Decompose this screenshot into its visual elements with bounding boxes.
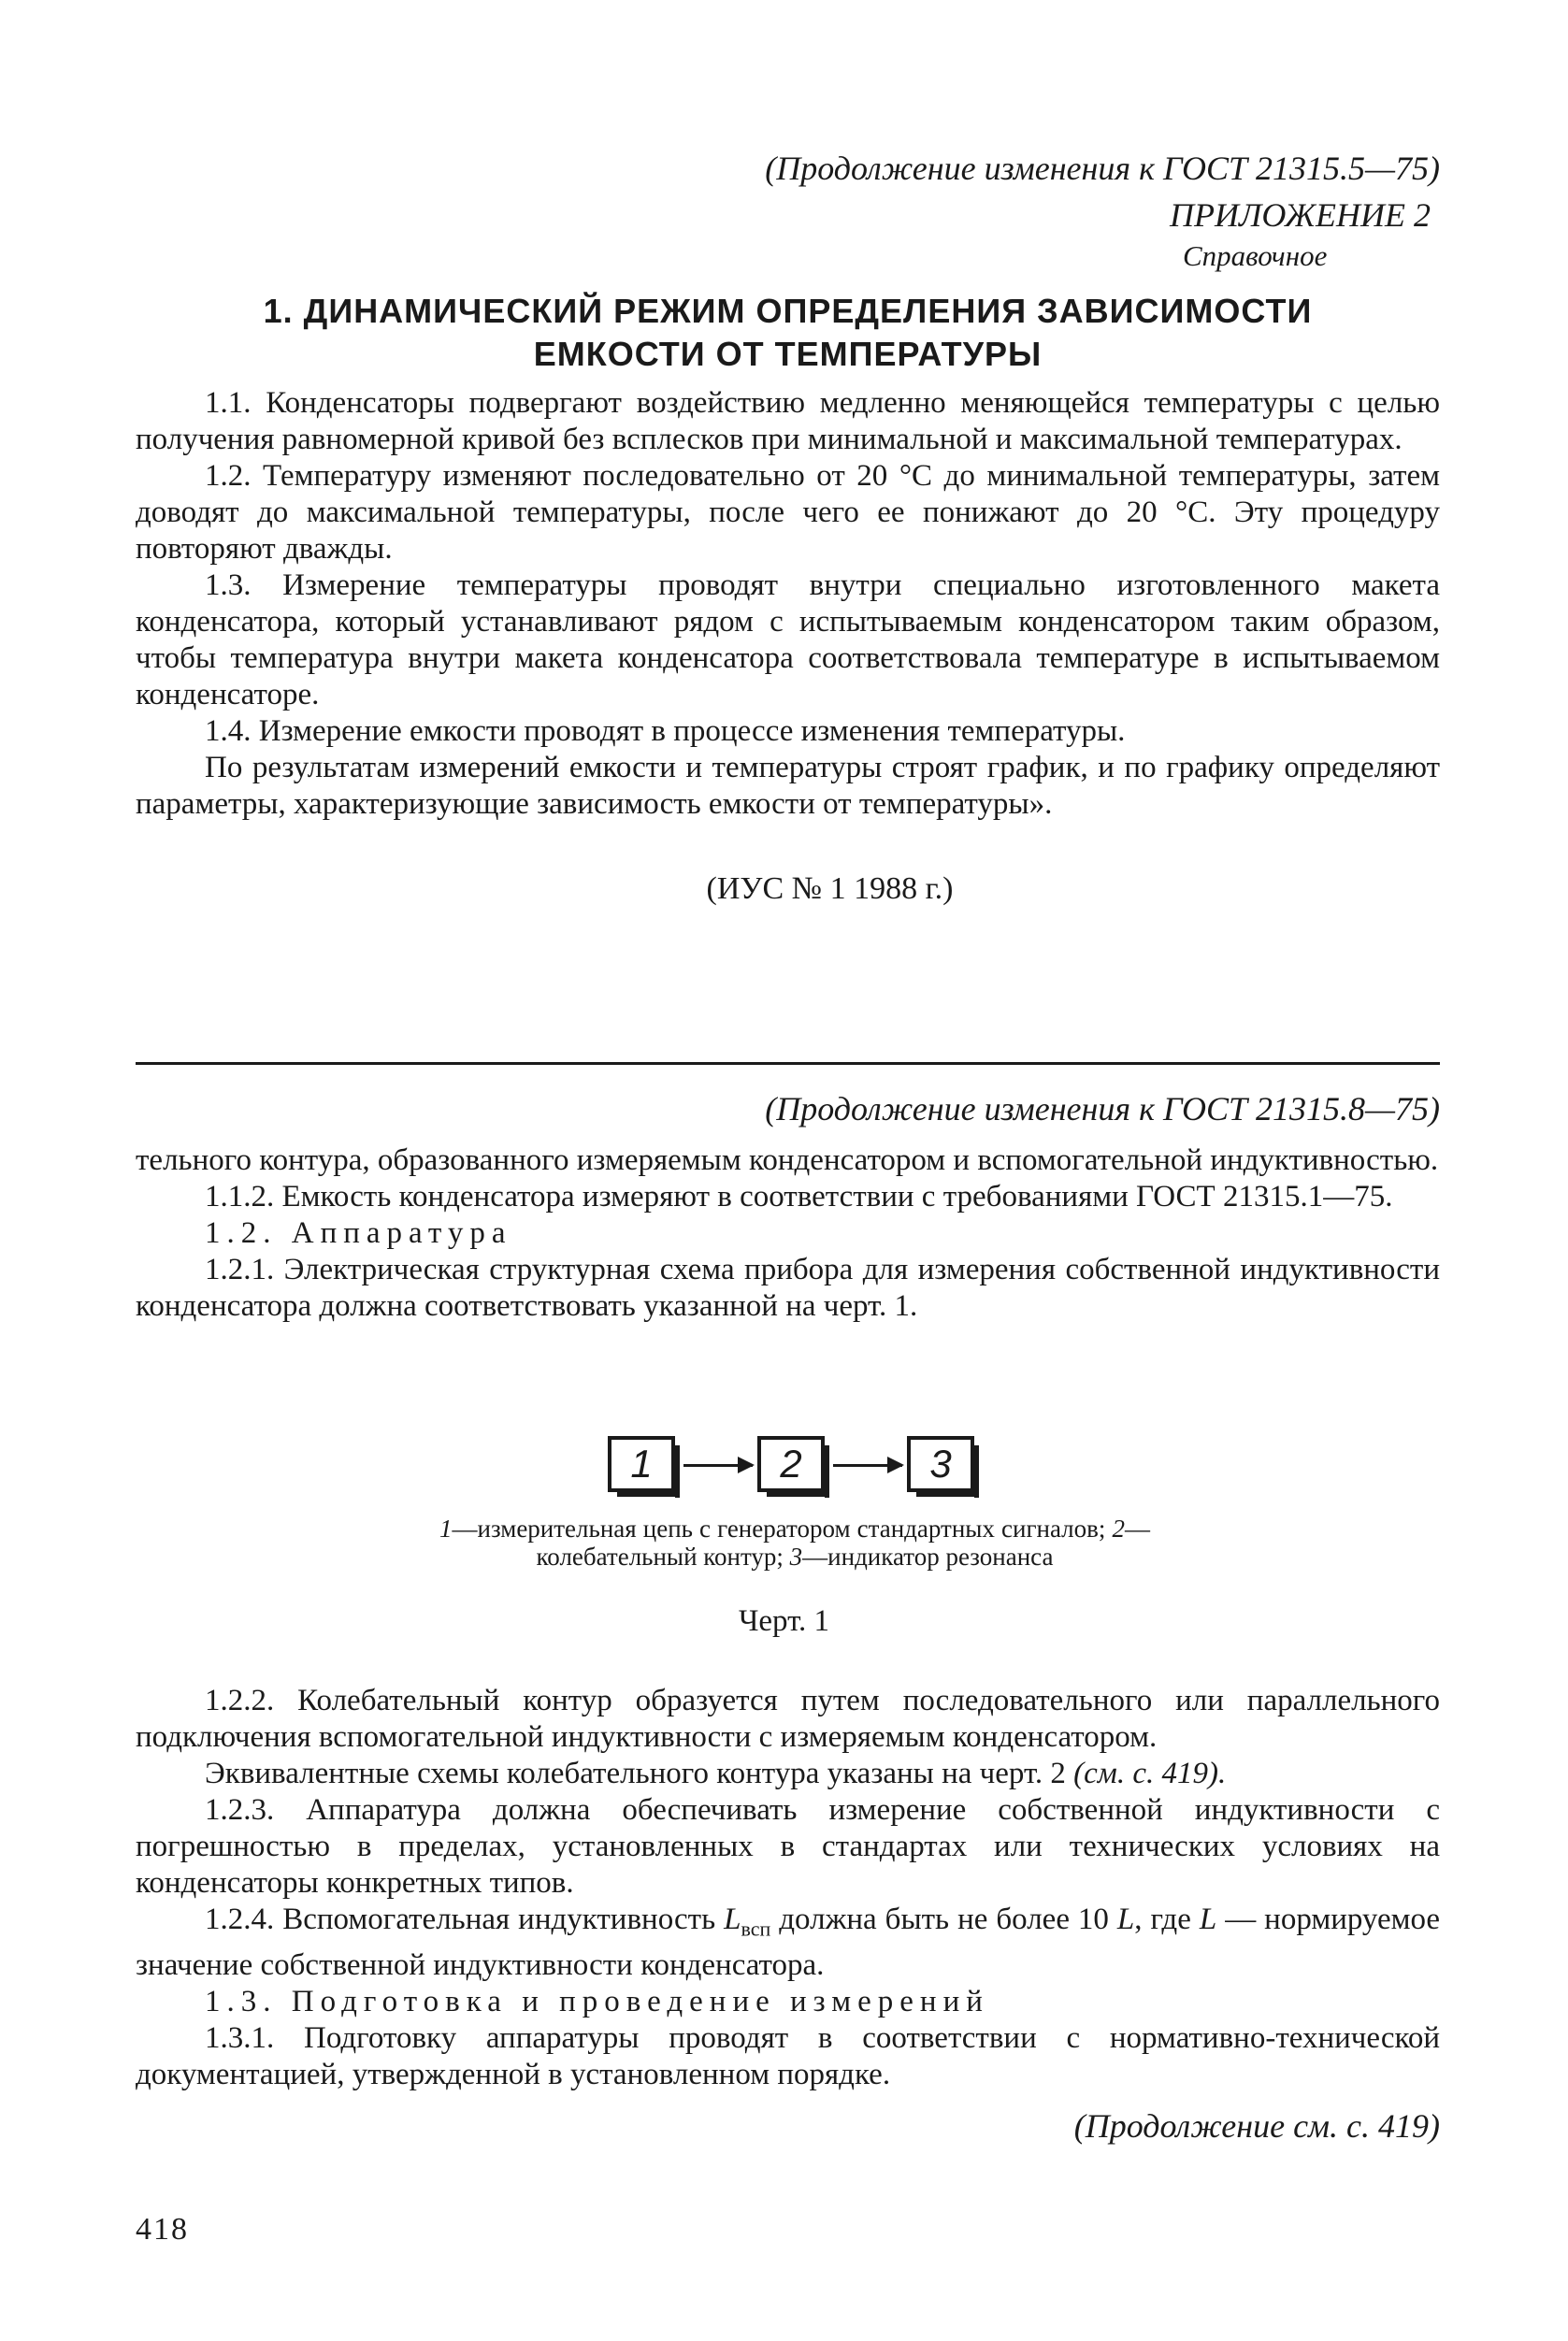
arrow-1-to-2-icon <box>683 1464 753 1467</box>
bottom-body-lower <box>136 1683 1440 2093</box>
paragraph-1-2: 1.2. Температуру изменяют последовательно от 20 °С до минимальной температуры, затем доводят до максимальной температуры, после чего ее понижают до 20 °С. Эту процедуру повторяют дважды. <box>136 459 1440 566</box>
caption-3-text: —индикатор резонанса <box>802 1543 1054 1571</box>
page-number: 418 <box>136 2212 189 2247</box>
equivalent-text: Эквивалентные схемы колебательного контура указаны на черт. 2 <box>205 1757 1066 1790</box>
arrow-2-to-3-icon <box>833 1464 902 1467</box>
section-title-line2: ЕМКОСТИ ОТ ТЕМПЕРАТУРЫ <box>533 335 1043 373</box>
diagram-block-1: 1 <box>608 1436 675 1492</box>
continued-note: (Продолжение см. с. 419) <box>1073 2107 1440 2145</box>
paragraph-1-4: 1.4. Измерение емкости проводят в процессе изменения температуры. <box>205 714 1126 748</box>
p124-symbol-3: L <box>1199 1903 1217 1936</box>
paragraph-1-1: 1.1. Конденсаторы подвергают воздействию медленно меняющейся температуры с целью получения равномерной кривой без всплесков при минимальной и максимальной температурах. <box>136 386 1440 456</box>
paragraph-1-3-1: 1.3.1. Подготовку аппаратуры проводят в соответствии с нормативно-технической документацией, утвержденной в установленном порядке. <box>136 2020 1440 2091</box>
source-note: (ИУС № 1 1988 г.) <box>706 871 954 906</box>
paragraph-intro: тельного контура, образованного измеряемым конденсатором и вспомогательной индуктивностью. <box>136 1143 1439 1177</box>
appendix-type: Справочное <box>1183 239 1328 272</box>
appendix-label: ПРИЛОЖЕНИЕ 2 <box>1170 196 1431 234</box>
paragraph-equivalent <box>136 1756 1440 1792</box>
p124-symbol: L <box>724 1903 741 1936</box>
diagram-caption <box>439 1515 1150 1571</box>
top-body <box>136 385 1440 823</box>
paragraph-1-2-1: 1.2.1. Электрическая структурная схема прибора для измерения собственной индуктивности конденсатора должна соответствовать указанной на черт. 1. <box>136 1253 1440 1323</box>
p124-d: — нормируемое значение собственной индуктивности конденсатора. <box>136 1903 1441 1982</box>
figure-label: Черт. 1 <box>738 1604 830 1638</box>
paragraph-1-1-2: 1.1.2. Емкость конденсатора измеряют в соответствии с требованиями ГОСТ 21315.1—75. <box>205 1180 1393 1214</box>
section-divider <box>136 1062 1440 1065</box>
section-title-line1: 1. ДИНАМИЧЕСКИЙ РЕЖИМ ОПРЕДЕЛЕНИЯ ЗАВИСИМОСТИ <box>263 292 1313 330</box>
diagram-block-2: 2 <box>757 1436 825 1492</box>
caption-1-text: —измерительная цепь с генератором стандартных сигналов; <box>452 1515 1106 1543</box>
equivalent-page-ref: (см. с. 419). <box>1073 1757 1227 1790</box>
caption-1-num: 1 <box>439 1515 453 1543</box>
p124-symbol-2: L <box>1116 1903 1135 1936</box>
p124-subscript: всп <box>741 1917 771 1941</box>
bottom-body-upper <box>136 1142 1440 1325</box>
heading-apparatus: 1.2. Аппаратура <box>205 1216 512 1250</box>
continuation-header-top: (Продолжение изменения к ГОСТ 21315.5—75) <box>765 150 1440 187</box>
paragraph-1-2-2: 1.2.2. Колебательный контур образуется путем последовательного или параллельного подключения вспомогательной индуктивности с измеряемым конденсатором. <box>136 1684 1440 1754</box>
caption-3-num: 3 <box>789 1543 803 1571</box>
caption-2-text: —колебательный контур; <box>536 1515 1151 1571</box>
continuation-header-bottom: (Продолжение изменения к ГОСТ 21315.8—75) <box>765 1090 1440 1127</box>
paragraph-1-3: 1.3. Измерение температуры проводят внутри специально изготовленного макета конденсатора, который устанавливают рядом с испытываемым конденсатором таким образом, чтобы температура внутри макета конденсатора соответствовала температуре в испытываемом конденсаторе. <box>136 568 1440 711</box>
paragraph-1-2-4: 1.2.4. Вспомогательная индуктивность $L_{всп}$ должна быть не более 10 L, где L — нормируемое значение собственной индуктивности конденсатора. <box>136 1903 1441 1982</box>
heading-preparation: 1.3. Подготовка и проведение измерений <box>205 1984 989 2018</box>
paragraph-results: По результатам измерений емкости и температуры строят график, и по графику определяют параметры, характеризующие зависимость емкости от температуры». <box>136 751 1440 821</box>
p124-b: должна быть не более 10 <box>779 1903 1109 1936</box>
p124-c: где <box>1150 1903 1191 1936</box>
p124-a: 1.2.4. Вспомогательная индуктивность <box>205 1903 716 1936</box>
diagram-block-3: 3 <box>907 1436 974 1492</box>
caption-2-num: 2 <box>1112 1515 1126 1543</box>
paragraph-1-2-3: 1.2.3. Аппаратура должна обеспечивать измерение собственной индуктивности с погрешностью в пределах, установленных в стандартах или технических условиях на конденсаторы конкретных типов. <box>136 1793 1440 1900</box>
